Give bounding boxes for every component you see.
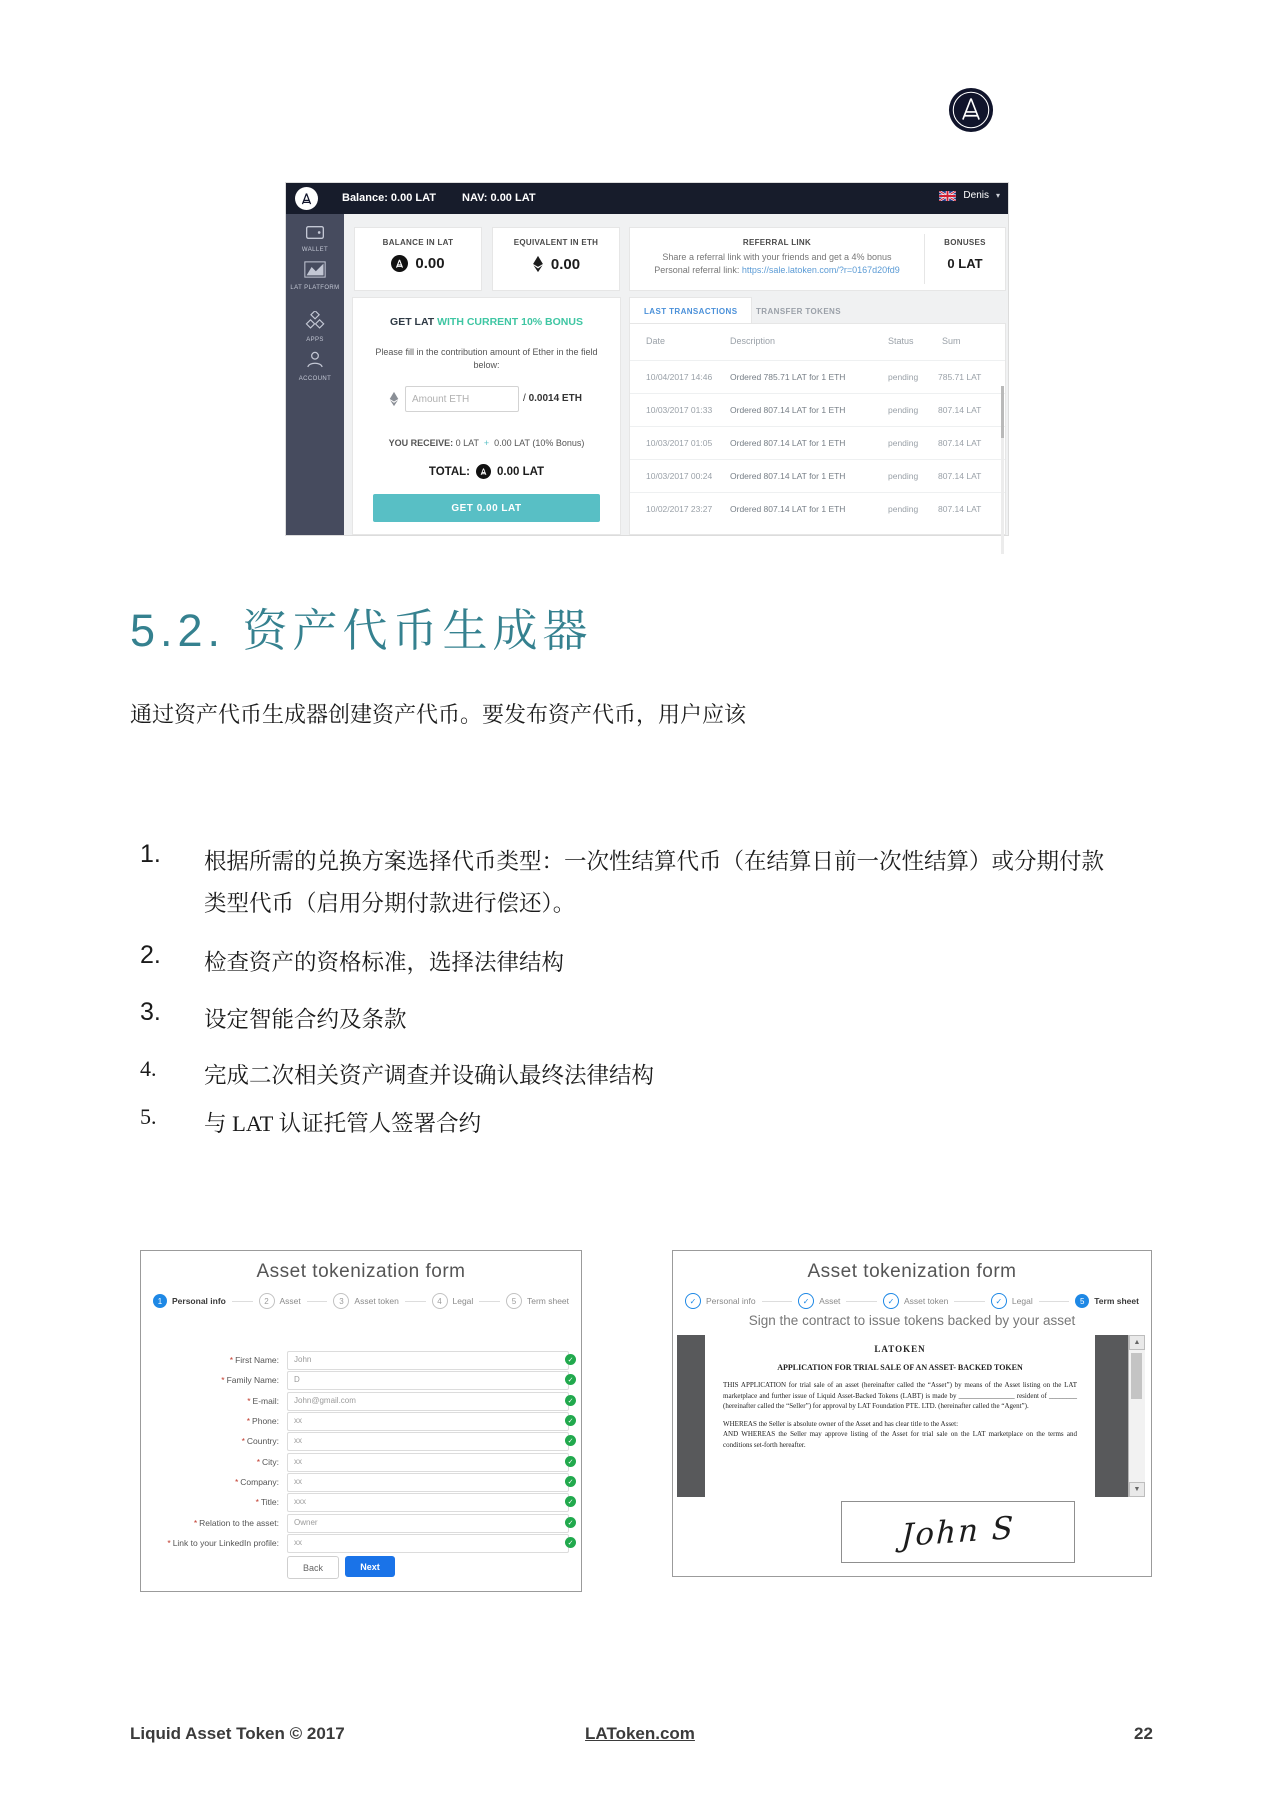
form-field-row	[141, 1453, 581, 1471]
user-menu[interactable]	[939, 190, 1000, 201]
eth-rate	[523, 393, 582, 404]
step-dot: 3	[333, 1293, 349, 1309]
tx-status: pending	[888, 471, 919, 481]
tx-sum: 807.14 LAT	[938, 405, 982, 415]
relation-to-asset-field[interactable]: Owner	[287, 1514, 569, 1533]
step-label: Legal	[452, 1296, 474, 1306]
eth-icon-small	[389, 391, 399, 407]
step-dot: 5	[506, 1293, 522, 1309]
bonuses-value: 0 LAT	[947, 256, 983, 271]
chevron-down-icon: ▾	[995, 191, 1000, 200]
tx-date: 10/03/2017 01:33	[646, 405, 713, 415]
field-label: * Title:	[255, 1497, 279, 1507]
lat-coin-icon	[391, 255, 408, 272]
get-lat-panel	[353, 298, 620, 534]
tx-sum: 807.14 LAT	[938, 438, 982, 448]
required-asterisk: *	[193, 1518, 198, 1528]
equivalent-eth-value: 0.00	[550, 255, 581, 273]
step-connector	[846, 1301, 877, 1302]
form-title: Asset tokenization form	[256, 1261, 466, 1282]
list-item: 设定智能合约及条款	[204, 1007, 407, 1032]
card-label: EQUIVALENT IN ETH	[513, 238, 599, 247]
amount-eth-input[interactable]	[405, 386, 519, 412]
form-field-row	[141, 1392, 581, 1410]
lat-logo-icon	[295, 187, 318, 210]
step-dot: 1	[153, 1294, 167, 1308]
user-name: Denis	[963, 190, 989, 201]
total-value: 0.00 LAT	[497, 465, 545, 478]
form-steps	[153, 1293, 569, 1309]
list-number: 4.	[140, 1056, 157, 1081]
referral-link-section	[630, 228, 924, 290]
bonuses-header: BONUSES	[944, 238, 986, 247]
signature-text: John S	[900, 1509, 1016, 1555]
valid-check-icon: ✓	[565, 1395, 576, 1406]
required-asterisk: *	[221, 1375, 225, 1385]
col-sum: Sum	[942, 336, 961, 346]
col-date: Date	[646, 336, 666, 346]
field-label: * Country:	[241, 1436, 279, 1446]
scroll-down-icon[interactable]: ▼	[1129, 1482, 1145, 1497]
step-dot: 4	[432, 1293, 448, 1309]
required-asterisk: *	[167, 1538, 171, 1548]
form-field-row	[141, 1412, 581, 1430]
step-connector	[762, 1301, 793, 1302]
page-number: 22	[1134, 1724, 1153, 1743]
tx-sum: 807.14 LAT	[938, 471, 982, 481]
list-item: 与 LAT 认证托管人签署合约	[204, 1111, 482, 1136]
contract-viewer	[677, 1335, 1145, 1497]
navbar-balance: Balance: 0.00 LAT	[342, 192, 436, 204]
eth-icon	[532, 255, 544, 273]
scrollbar-thumb[interactable]	[1001, 386, 1004, 438]
step-connector	[307, 1301, 328, 1302]
get-lat-title-dark: GET LAT	[390, 316, 435, 328]
referral-link-url[interactable]: https://sale.latoken.com/?r=0167d20fd9	[741, 265, 900, 275]
tx-status: pending	[888, 405, 919, 415]
tab-transfer-tokens[interactable]: TRANSFER TOKENS	[756, 306, 841, 316]
contract-page	[705, 1335, 1095, 1497]
valid-check-icon: ✓	[565, 1537, 576, 1548]
sidebar-item-label: WALLET	[301, 247, 329, 253]
list-number: 2.	[140, 941, 161, 969]
back-button[interactable]: Back	[287, 1556, 339, 1579]
tab-last-transactions[interactable]: LAST TRANSACTIONS	[630, 298, 751, 324]
latoken-logo-icon	[948, 87, 994, 133]
valid-check-icon: ✓	[565, 1374, 576, 1385]
total-line	[353, 464, 620, 479]
form-steps	[685, 1293, 1139, 1309]
scroll-up-icon[interactable]: ▲	[1129, 1335, 1145, 1350]
field-label: * First Name:	[229, 1355, 279, 1365]
contract-paragraph: AND WHEREAS the Seller may approve listing of the Asset for trial sale on the LAT marketplace on the terms and conditions set-forth hereafter.	[723, 1430, 1077, 1449]
total-label: TOTAL:	[428, 465, 470, 478]
tx-description: Ordered 807.14 LAT for 1 ETH	[730, 438, 846, 448]
field-label: * E-mail:	[247, 1396, 279, 1406]
card-label: BALANCE IN LAT	[382, 238, 454, 247]
field-label: * Phone:	[246, 1416, 279, 1426]
rate-slash: /	[523, 393, 526, 404]
table-row	[630, 492, 1005, 526]
transactions-table	[630, 324, 1005, 534]
contract-brand: LATOKEN	[874, 1344, 926, 1354]
table-row	[630, 426, 1005, 460]
equivalent-in-eth-card	[493, 228, 619, 290]
uk-flag-icon	[939, 191, 956, 201]
tx-sum: 807.14 LAT	[938, 504, 982, 514]
receive-label: YOU RECEIVE:	[388, 438, 454, 448]
bonuses-section	[925, 228, 1005, 290]
field-label: * City:	[256, 1457, 279, 1467]
form-field-row	[141, 1534, 581, 1552]
list-item: 根据所需的兑换方案选择代币类型：一次性结算代币（在结算日前一次性结算）或分期付款类型代币（启用分期付款进行偿还）。	[204, 849, 1105, 916]
sidebar-item-account[interactable]	[286, 350, 344, 383]
valid-check-icon: ✓	[565, 1415, 576, 1426]
chart-icon	[304, 261, 326, 278]
required-asterisk: *	[234, 1477, 239, 1487]
tx-status: pending	[888, 504, 919, 514]
list-item: 完成二次相关资产调查并设确认最终法律结构	[204, 1063, 655, 1088]
footer-site	[0, 1724, 1280, 1744]
receive-value: 0 LAT	[455, 438, 479, 448]
form-field-row	[141, 1514, 581, 1532]
valid-check-icon: ✓	[565, 1456, 576, 1467]
rate-value: 0.0014 ETH	[528, 393, 582, 404]
company-field[interactable]: xx	[287, 1473, 569, 1492]
step-label: Term sheet	[1094, 1296, 1139, 1306]
sign-contract-subtitle: Sign the contract to issue tokens backed by your asset	[748, 1313, 1076, 1328]
referral-share-text: Share a referral link with your friends and get a 4% bonus	[662, 252, 892, 262]
step-asset[interactable]	[259, 1293, 301, 1309]
tx-description: Ordered 807.14 LAT for 1 ETH	[730, 504, 846, 514]
step-label: Personal info	[706, 1296, 756, 1306]
transactions-scrollbar[interactable]	[1001, 386, 1004, 554]
contract-paragraph: THIS APPLICATION for trial sale of an asset (hereinafter called the “Asset”) by means of the Asset listing on the LAT marketplace and further issue of Liquid Asset-Backed Tokens (LABT) is made by ________________ resident of ________ (hereinafter called the “Seller”) for approval by LAT Foundation PTE. LTD. (hereinafter called the “Agent”).	[723, 1381, 1077, 1410]
latoken-logo	[948, 87, 994, 133]
get-lat-instruction: Please fill in the contribution amount of Ether in the field below:	[375, 347, 598, 370]
step-check-icon: ✓	[685, 1293, 701, 1309]
form-field-row	[141, 1432, 581, 1450]
balance-lat-value: 0.00	[415, 255, 445, 272]
col-status: Status	[888, 336, 914, 346]
required-asterisk: *	[247, 1396, 251, 1406]
form-field-row	[141, 1351, 581, 1369]
tx-date: 10/03/2017 00:24	[646, 471, 713, 481]
get-lat-title	[353, 316, 620, 328]
step-connector	[479, 1301, 500, 1302]
balance-in-lat-card	[355, 228, 481, 290]
step-check-icon: ✓	[991, 1293, 1007, 1309]
valid-check-icon: ✓	[565, 1354, 576, 1365]
valid-check-icon: ✓	[565, 1517, 576, 1528]
get-lat-title-bonus: WITH CURRENT 10% BONUS	[437, 316, 583, 328]
required-asterisk: *	[256, 1457, 260, 1467]
footer-copyright: Liquid Asset Token © 2017	[130, 1724, 345, 1743]
required-asterisk: *	[246, 1416, 251, 1426]
receive-bonus: 0.00 LAT (10% Bonus)	[494, 438, 585, 448]
sidebar-item-label: APPS	[306, 337, 324, 343]
step-check-icon: ✓	[798, 1293, 814, 1309]
wallet-icon	[305, 225, 325, 240]
step-legal[interactable]	[991, 1293, 1033, 1309]
table-row	[630, 360, 1005, 394]
valid-check-icon: ✓	[565, 1476, 576, 1487]
asset-form-term-sheet	[672, 1250, 1152, 1577]
step-label: Asset token	[903, 1296, 949, 1306]
step-check-icon: ✓	[883, 1293, 899, 1309]
step-label: Legal	[1011, 1296, 1033, 1306]
referral-bonuses-card	[630, 228, 1005, 290]
step-term-sheet[interactable]	[1075, 1294, 1139, 1308]
form-field-row	[141, 1371, 581, 1389]
transactions-panel	[630, 298, 1005, 534]
required-asterisk: *	[241, 1436, 245, 1446]
form-field-row	[141, 1493, 581, 1511]
step-asset-token[interactable]	[883, 1293, 948, 1309]
list-number: 1.	[140, 840, 161, 868]
step-term-sheet[interactable]	[506, 1293, 569, 1309]
get-lat-button[interactable]: GET 0.00 LAT	[373, 494, 600, 522]
contract-scrollbar[interactable]	[1128, 1335, 1145, 1497]
wallet-screenshot	[286, 183, 1008, 535]
step-label: Asset token	[354, 1296, 399, 1306]
step-label: Term sheet	[526, 1296, 570, 1306]
phone-field[interactable]: xx	[287, 1412, 569, 1431]
wallet-navbar	[286, 183, 1008, 214]
tx-status: pending	[888, 438, 919, 448]
account-icon	[305, 350, 325, 369]
step-personal-info[interactable]	[153, 1294, 226, 1308]
tx-description: Ordered 807.14 LAT for 1 ETH	[730, 405, 846, 415]
step-asset-token[interactable]	[333, 1293, 398, 1309]
tx-date: 10/04/2017 14:46	[646, 372, 713, 382]
field-label: * Company:	[234, 1477, 279, 1487]
sidebar-item-label: ACCOUNT	[298, 376, 332, 382]
title-field[interactable]: xxx	[287, 1493, 569, 1512]
tx-status: pending	[888, 372, 919, 382]
step-dot: 5	[1075, 1294, 1089, 1308]
table-row	[630, 393, 1005, 427]
referral-link-prefix: Personal referral link:	[654, 265, 740, 275]
tx-description: Ordered 785.71 LAT for 1 ETH	[730, 372, 846, 382]
step-dot: 2	[259, 1293, 275, 1309]
valid-check-icon: ✓	[565, 1496, 576, 1507]
field-label: * Relation to the asset:	[193, 1518, 279, 1528]
family-name-field[interactable]: D	[287, 1371, 569, 1390]
first-name-field[interactable]: John	[287, 1351, 569, 1370]
list-number: 3.	[140, 998, 161, 1026]
valid-check-icon: ✓	[565, 1435, 576, 1446]
step-label: Asset	[279, 1296, 301, 1306]
lat-coin-icon	[476, 464, 491, 479]
field-label: * Link to your LinkedIn profile:	[167, 1538, 279, 1548]
tx-date: 10/02/2017 23:27	[646, 504, 713, 514]
wallet-sidebar	[286, 214, 344, 535]
contract-paragraph: WHEREAS the Seller is absolute owner of the Asset and has clear title to the Asset:	[723, 1419, 959, 1428]
email-field[interactable]: John@gmail.com	[287, 1392, 569, 1411]
sidebar-item-lat-platform[interactable]	[286, 261, 344, 292]
step-asset[interactable]	[798, 1293, 840, 1309]
step-label: Personal info	[172, 1296, 226, 1306]
step-connector	[405, 1301, 426, 1302]
scrollbar-thumb[interactable]	[1131, 1353, 1142, 1399]
required-asterisk: *	[229, 1355, 234, 1365]
step-connector	[954, 1301, 985, 1302]
sidebar-item-label: LAT PLATFORM	[290, 285, 340, 291]
col-description: Description	[730, 336, 776, 346]
section-heading: 5.2. 资产代币生成器	[130, 605, 593, 656]
list-item: 检查资产的资格标准，选择法律结构	[204, 950, 565, 975]
country-field[interactable]: xx	[287, 1432, 569, 1451]
field-label: * Family Name:	[221, 1375, 279, 1385]
sidebar-item-apps[interactable]	[286, 311, 344, 344]
step-legal[interactable]	[432, 1293, 474, 1309]
form-title: Asset tokenization form	[807, 1261, 1017, 1282]
contract-heading: APPLICATION FOR TRIAL SALE OF AN ASSET- BACKED TOKEN	[777, 1363, 1023, 1372]
navbar-nav: NAV: 0.00 LAT	[462, 192, 536, 204]
list-number: 5.	[140, 1104, 157, 1129]
required-asterisk: *	[255, 1497, 259, 1507]
tx-sum: 785.71 LAT	[938, 372, 982, 382]
referral-link-header: REFERRAL LINK	[742, 238, 812, 247]
tx-description: Ordered 807.14 LAT for 1 ETH	[730, 471, 846, 481]
step-label: Asset	[819, 1296, 841, 1306]
next-button[interactable]: Next	[345, 1556, 395, 1577]
signature-box[interactable]	[841, 1501, 1075, 1563]
section-intro: 通过资产代币生成器创建资产代币。要发布资产代币，用户应该	[130, 702, 747, 727]
asset-form-personal-info	[140, 1250, 582, 1592]
apps-icon	[305, 311, 325, 330]
tx-date: 10/03/2017 01:05	[646, 438, 713, 448]
table-row	[630, 459, 1005, 493]
linkedin-profile-field[interactable]: xx	[287, 1534, 569, 1553]
step-personal-info[interactable]	[685, 1293, 756, 1309]
sidebar-item-wallet[interactable]	[286, 225, 344, 254]
you-receive-line	[353, 438, 620, 448]
plus-icon: +	[483, 438, 490, 448]
step-connector	[232, 1301, 253, 1302]
step-connector	[1039, 1301, 1070, 1302]
footer-site-link[interactable]: LAToken.com	[585, 1724, 695, 1743]
form-field-row	[141, 1473, 581, 1491]
city-field[interactable]: xx	[287, 1453, 569, 1472]
